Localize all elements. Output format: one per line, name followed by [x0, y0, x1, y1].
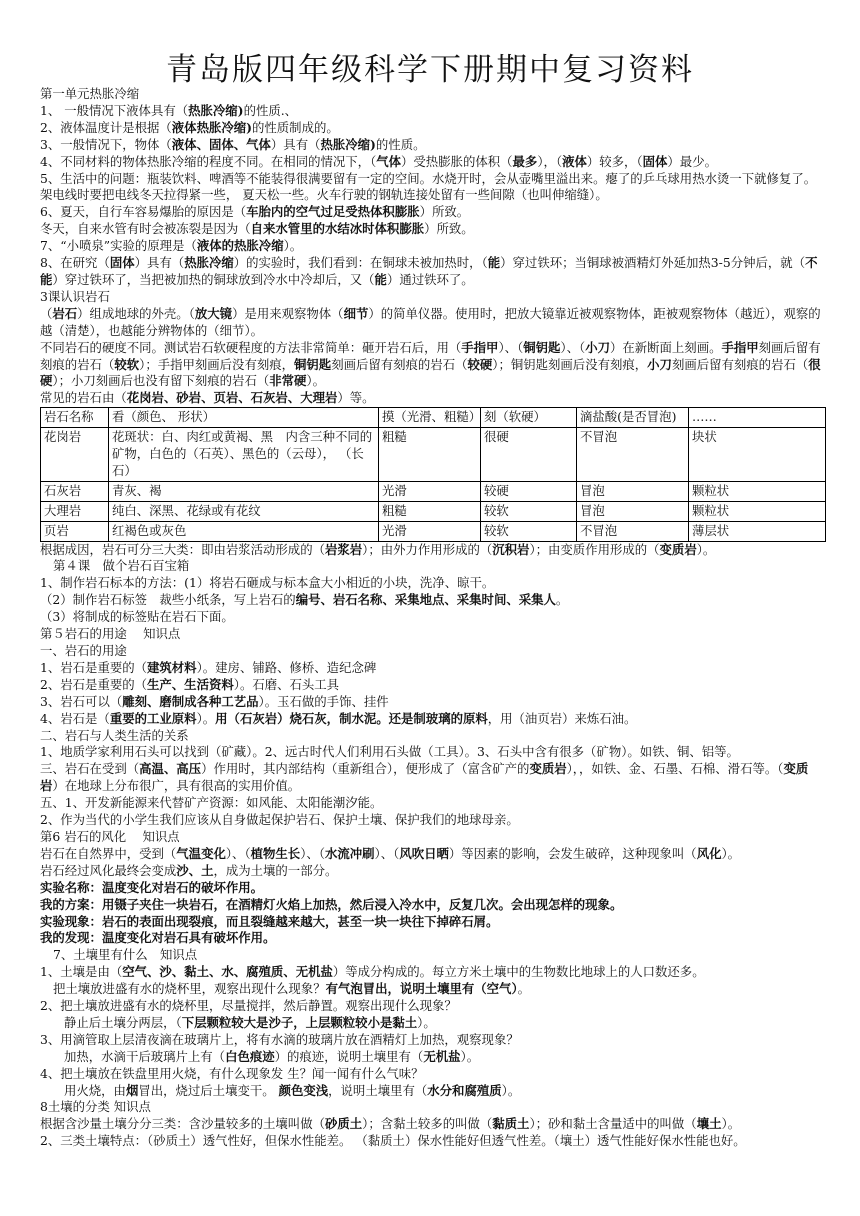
table-cell: 粗糙	[379, 501, 481, 521]
emphasis-text: 气温变化	[176, 845, 226, 861]
text-segment: ）。建房、铺路、修桥、造纪念碑	[196, 659, 377, 675]
text-line	[40, 1066, 825, 1083]
text-segment: ）；由外力作用形成的（	[362, 541, 493, 557]
text-segment: ）所致。	[419, 204, 470, 220]
text-line	[40, 1116, 825, 1133]
text-line	[40, 728, 825, 745]
emphasis-text: 白色痕迹	[225, 1048, 275, 1064]
emphasis-text: 烟	[125, 1082, 139, 1098]
emphasis-text: 固体	[109, 255, 135, 271]
text-segment: 加热，水滴干后玻璃片上有（	[64, 1048, 226, 1064]
text-segment: 冬天，自来水管有时会被冻裂是因为（	[40, 221, 251, 237]
text-line	[40, 761, 825, 795]
text-line	[40, 626, 825, 643]
table-cell: 冒泡	[577, 501, 689, 521]
emphasis-text: 风化	[696, 845, 722, 861]
text-line	[40, 914, 825, 931]
text-segment: 7、“小喷泉”实验的原理是（	[40, 238, 197, 254]
table-header-cell: 看（颜色、 形状）	[109, 408, 379, 428]
table-cell: 光滑	[379, 481, 481, 501]
emphasis-text: 风吹日晒	[399, 845, 449, 861]
text-segment: ）具有（	[134, 255, 185, 271]
text-segment: ）等成分构成的。每立方米土壤中的生物数比地球上的人口数还多。	[332, 964, 705, 980]
text-segment: 的性质.、	[243, 102, 298, 118]
text-segment: ，用（油页岩）来炼石油。	[487, 710, 637, 726]
emphasis-text: 实验名称：温度变化对岩石的破坏作用。	[40, 879, 264, 895]
table-cell: 薄层状	[689, 521, 826, 541]
text-line	[40, 795, 825, 812]
emphasis-text: 沉积岩	[492, 541, 530, 557]
text-segment: 4、不同材料的物体热胀冷缩的程度不同。在相同的情况下，（	[40, 153, 377, 169]
text-segment: ）在地球上分布很广，具有很高的实用价值。	[52, 778, 301, 794]
emphasis-text: 雕刻、磨制成各种工艺品	[122, 693, 259, 709]
emphasis-text: 能	[374, 271, 387, 287]
text-line	[40, 812, 825, 829]
table-cell: 青灰、褐	[109, 481, 379, 501]
text-segment: 2、作为当代的小学生我们应该从自身做起保护岩石、保护土壤、保护我们的地球母亲。	[40, 812, 519, 828]
table-cell: 不冒泡	[577, 428, 689, 482]
text-segment: 2、把土壤放进盛有水的烧杯里，尽量搅拌，然后静置。观察出现什么现象？	[40, 998, 457, 1014]
text-segment: ）通过铁环了。	[386, 271, 474, 287]
text-segment: ，成为土壤的一部分。	[213, 862, 338, 878]
text-segment: 刻画后留有刻痕的岩石（	[331, 356, 468, 372]
table-cell: 花岗岩	[41, 428, 109, 482]
text-segment: 1、 一般情况下液体具有（	[40, 102, 189, 118]
emphasis-text: 较软	[114, 356, 140, 372]
emphasis-text: 液体热胀冷缩)	[171, 119, 253, 135]
emphasis-text: 水分和腐殖质	[427, 1082, 502, 1098]
text-line	[40, 1015, 825, 1032]
rock-comparison-table	[40, 407, 826, 541]
text-segment: 一、岩石的用途	[40, 643, 127, 658]
text-segment: 刻画后留有刻痕的岩石（	[671, 356, 809, 372]
text-line	[40, 863, 825, 880]
text-line	[40, 103, 825, 120]
document-title: 青岛版四年级科学下册期中复习资料	[166, 52, 694, 88]
emphasis-text: 砂质土	[324, 1116, 363, 1132]
emphasis-text: 热胀冷缩)	[188, 102, 244, 118]
text-segment: 刻画后留有刻痕的岩石（	[40, 339, 821, 372]
table-header-cell: 滴盐酸(是否冒泡)	[577, 408, 689, 428]
text-segment: 静止后土壤分两层，（	[64, 1014, 182, 1030]
emphasis-text: 铜钥匙	[294, 356, 332, 372]
emphasis-text: 最多	[512, 153, 538, 169]
text-line	[40, 289, 825, 306]
text-segment: ）的痕迹，说明土壤里有（	[274, 1048, 424, 1064]
text-segment: ）等。	[337, 390, 375, 406]
text-segment: ）是用来观察物体（	[232, 305, 344, 321]
text-line	[40, 390, 825, 407]
text-segment: 。	[555, 592, 569, 608]
text-line	[40, 880, 825, 897]
emphasis-text: 用（石灰岩）烧石灰，制水泥。还是制玻璃的原料	[215, 710, 488, 726]
text-segment: ）、（	[560, 339, 586, 355]
text-line	[40, 981, 825, 998]
emphasis-text: 重要的工业原料	[109, 710, 197, 726]
text-segment: 二、岩石与人类生活的关系	[40, 727, 189, 743]
emphasis-text: 气体	[376, 153, 402, 169]
text-segment: 4、岩石是（	[40, 710, 110, 726]
text-segment: 常见的岩石由（	[40, 390, 127, 406]
table-cell: 花斑状：白、肉红或黄褐、黑 内含三种不同的矿物，白色的（石英）、黑色的（云母）， （长石）	[109, 428, 379, 482]
text-line	[40, 846, 825, 863]
text-line	[40, 306, 825, 340]
text-segment: 把土壤放进盛有水的烧杯里，观察出现什么现象？	[53, 981, 326, 997]
text-line	[40, 964, 825, 981]
table-header-cell: 摸（光滑、粗糙）	[379, 408, 481, 428]
text-line	[40, 86, 825, 103]
text-segment: ）的简单仪器。使用时，把放大镜靠近被观察物体，距被观察物体（越近），观察的越（清楚），也越能分辨物体的（细节）。	[40, 305, 821, 338]
table-header-cell: ……	[689, 408, 826, 428]
text-segment: ）、（	[374, 845, 400, 861]
text-line	[40, 255, 825, 289]
text-segment: ）。	[417, 1014, 436, 1030]
text-line	[40, 1083, 825, 1100]
text-line	[40, 221, 825, 238]
text-segment: 根据含沙量土壤分分三类：含沙量较多的土壤叫做（	[40, 1116, 325, 1132]
emphasis-text: 花岗岩、砂岩、页岩、石灰岩、大理岩	[126, 390, 338, 406]
emphasis-text: 较硬	[467, 356, 493, 372]
emphasis-text: 建筑材料	[147, 659, 197, 675]
table-header-cell: 刻（软硬）	[481, 408, 577, 428]
table-header-cell: 岩石名称	[41, 408, 109, 428]
text-segment: 7、土壤里有什么 知识点	[53, 947, 198, 963]
emphasis-text: 我的发现：温度变化对岩石具有破坏作用。	[40, 930, 276, 946]
text-segment: ）。	[283, 238, 303, 254]
text-line	[40, 711, 825, 728]
table-header-row	[41, 408, 826, 428]
text-segment: ）。	[696, 541, 716, 557]
text-segment: ）穿过铁环了，当把被加热的铜球放到冷水中冷却后，又（	[52, 271, 375, 287]
text-segment: 冒出，烧过后土壤变干。	[138, 1082, 279, 1098]
text-segment: 8、在研究（	[40, 255, 110, 271]
text-segment: ）、（	[225, 845, 251, 861]
table-cell: 较软	[481, 521, 577, 541]
text-line	[40, 154, 825, 171]
text-segment: 3、用滴管取上层清夜滴在玻璃片上，将有水滴的玻璃片放在酒精灯上加热，观察现象？	[40, 1031, 519, 1047]
text-line	[40, 340, 825, 391]
text-segment: 4、把土壤放在铁盘里用火烧，有什么现象发 生？闻一闻有什么气味？	[40, 1065, 424, 1081]
text-segment: ），（	[537, 153, 563, 169]
text-segment: ）作用时，其内部结构（重新组合），便形成了（富含矿产的	[201, 761, 530, 777]
text-line	[40, 930, 825, 947]
emphasis-text: 热胀冷缩	[184, 255, 234, 271]
text-segment: 3、岩石可以（	[40, 693, 123, 709]
emphasis-text: 有气泡冒出，说明土壤里有（空气）	[325, 981, 518, 997]
text-segment: ）。	[721, 1116, 741, 1132]
text-segment: 第５岩石的用途 知识点	[40, 626, 181, 642]
text-segment: 第6 岩石的风化 知识点	[40, 828, 180, 844]
text-segment: ）。	[501, 1082, 521, 1098]
emphasis-text: 液体的热胀冷缩	[196, 238, 284, 254]
text-segment: ）所致。	[424, 221, 474, 237]
text-segment: ）。石磨、石头工具	[233, 676, 340, 692]
emphasis-text: 空气、沙、黏土、水、腐殖质、无机盐	[122, 964, 333, 980]
emphasis-text: 固体	[642, 153, 668, 169]
text-segment: ）在新断面上刻画。	[609, 339, 722, 355]
emphasis-text: 液体	[562, 153, 587, 169]
text-segment: ）组成地球的外壳。（	[77, 305, 195, 321]
text-segment: 3、一般情况下，物体（	[40, 136, 172, 152]
table-cell: 很硬	[481, 428, 577, 482]
text-segment: 1、土壤是由（	[40, 964, 123, 980]
text-segment: 根据成因，岩石可分三大类：即由岩浆活动形成的（	[40, 541, 325, 557]
text-line	[40, 694, 825, 711]
table-cell: 较硬	[481, 481, 577, 501]
text-line	[40, 592, 825, 609]
table-row	[41, 481, 826, 501]
text-line	[40, 204, 825, 221]
text-line	[40, 1099, 825, 1116]
text-segment: 8土壤的分类 知识点	[40, 1099, 151, 1115]
emphasis-text: 很硬	[40, 356, 821, 389]
table-cell: 颗粒状	[689, 481, 826, 501]
table-row	[41, 521, 826, 541]
text-line	[40, 1049, 825, 1066]
text-segment: （2）制作岩石标签 裁些小纸条，写上岩石的	[40, 592, 296, 608]
table-cell: 不冒泡	[577, 521, 689, 541]
emphasis-text: 小刀	[585, 339, 610, 355]
emphasis-text: 变质岩	[659, 541, 697, 557]
emphasis-text: 手指甲	[461, 339, 499, 355]
text-line	[40, 897, 825, 914]
table-cell: 粗糙	[379, 428, 481, 482]
text-segment: （3）将制成的标签贴在岩石下面。	[40, 609, 234, 625]
emphasis-text: 无机盐	[423, 1048, 461, 1064]
table-cell: 页岩	[41, 521, 109, 541]
text-line	[40, 947, 825, 964]
table-cell: 颗粒状	[689, 501, 826, 521]
text-segment: 岩石在自然界中，受到（	[40, 845, 177, 861]
text-segment: ）、（	[498, 339, 524, 355]
emphasis-text: 水流冲刷	[324, 845, 375, 861]
text-segment: ）。	[306, 373, 325, 389]
table-row	[41, 501, 826, 521]
text-segment: 三、岩石在受到（	[40, 761, 140, 777]
emphasis-text: 变质岩	[529, 761, 567, 777]
text-segment: 2、三类土壤特点：（砂质土）透气性好，但保水性能差。 （黏质土）保水性能好但透气性差。（壤土）透气性能好保水性能也好。	[40, 1133, 746, 1149]
text-line	[40, 238, 825, 255]
text-segment: 5、生活中的问题：瓶装饮料、啤酒等不能装得很满要留有一定的空间。水烧开时，会从壶嘴里溢出来。瘪了的乒乓球用热水烫一下就修复了。架电线时要把电线冬天拉得紧一些， 夏天松一些。火车行驶的钢轨连接处留有一些间隙（也叫伸缩缝）。	[40, 170, 817, 203]
emphasis-text: 能	[487, 255, 501, 271]
text-segment: ）。	[196, 710, 216, 726]
text-segment: 2、液体温度计是根据（	[40, 119, 172, 135]
text-line	[40, 1133, 825, 1150]
emphasis-text: 细节	[343, 305, 369, 321]
text-line	[40, 829, 825, 846]
emphasis-text: 不能	[40, 255, 818, 287]
text-line	[40, 120, 825, 137]
text-segment: ）；手指甲刻画后没有刻痕，	[139, 356, 295, 372]
emphasis-text: 热胀冷缩)	[320, 136, 376, 152]
emphasis-text: 岩浆岩	[324, 541, 363, 557]
text-line	[40, 171, 825, 205]
section-rocks-and-soil	[40, 542, 825, 1151]
document-body	[40, 86, 825, 1150]
emphasis-text: 我的方案：用镊子夹住一块岩石，在酒精灯火焰上加热，然后浸入冷水中，反复几次。会出现怎样的现象。	[40, 896, 623, 912]
emphasis-text: 生产、生活资料	[147, 676, 234, 692]
emphasis-text: 沙、土	[176, 862, 214, 878]
table-cell: 红褐色或灰色	[109, 521, 379, 541]
emphasis-text: 颜色变浅	[278, 1082, 329, 1098]
text-segment: ）受热膨胀的体积（	[401, 153, 513, 169]
text-segment: 2、岩石是重要的（	[40, 676, 148, 692]
text-segment: ）；铜钥匙刻画后没有刻痕，	[492, 356, 648, 372]
text-segment: ）；小刀刻画后也没有留下刻痕的岩石（	[52, 373, 270, 389]
text-line	[40, 558, 825, 575]
emphasis-text: 植物生长	[250, 845, 301, 861]
table-cell: 较软	[481, 501, 577, 521]
text-segment: ）穿过铁环；当铜球被酒精灯外延加热3-5分钟后，就（	[500, 255, 806, 271]
text-segment: ），，如铁、金、石墨、石棉、滑石等。（	[566, 761, 784, 777]
emphasis-text: 液体、固体、气体	[171, 136, 271, 152]
text-segment: ）；由变质作用形成的（	[529, 541, 660, 557]
emphasis-text: 小刀	[647, 356, 672, 372]
table-cell: 冒泡	[577, 481, 689, 501]
text-segment: ）。	[460, 1048, 480, 1064]
emphasis-text: 非常硬	[269, 373, 307, 389]
text-segment: ）具有（	[270, 136, 321, 152]
text-segment: 的性质。	[375, 136, 426, 152]
text-segment: 第一单元热胀冷缩	[40, 86, 140, 101]
emphasis-text: 车胎内的空气过足受热体积膨胀	[246, 204, 420, 220]
text-line	[40, 137, 825, 154]
table-cell: 石灰岩	[41, 481, 109, 501]
emphasis-text: 铜钥匙	[523, 339, 561, 355]
table-cell: 块状	[689, 428, 826, 482]
text-segment: ）。	[721, 845, 741, 861]
text-segment: ）等因素的影响，会发生破碎，这种现象叫（	[448, 845, 697, 861]
table-cell: 纯白、深黑、花绿或有花纹	[109, 501, 379, 521]
text-line	[40, 677, 825, 694]
text-line	[40, 542, 825, 559]
text-line	[40, 1032, 825, 1049]
text-line	[40, 609, 825, 626]
text-segment: （	[40, 305, 53, 321]
emphasis-text: 放大镜	[194, 305, 233, 321]
text-line	[40, 660, 825, 677]
text-segment: ）。玉石做的手饰、挂件	[258, 693, 389, 709]
table-row	[41, 428, 826, 482]
emphasis-text: 实验现象：岩石的表面出现裂痕，而且裂缝越来越大，甚至一块一块往下掉碎石屑。	[40, 913, 499, 929]
emphasis-text: 变质岩	[40, 761, 809, 794]
text-line	[40, 998, 825, 1015]
emphasis-text: 黏质土	[492, 1116, 530, 1132]
text-segment: 第４课 做个岩石百宝箱	[53, 558, 190, 574]
text-segment: 。	[517, 981, 531, 997]
text-segment: ）的实验时，我们看到：在铜球未被加热时，（	[233, 255, 488, 271]
text-segment: ）最少。	[667, 153, 717, 169]
text-segment: ）较多，（	[586, 153, 643, 169]
text-segment: 1、地质学家利用石头可以找到（矿藏）。2、远古时代人们利用石头做（工具）。3、石头中含有很多（矿物）。如铁、铜、铝等。	[40, 744, 739, 760]
emphasis-text: 高温、高压	[139, 761, 202, 777]
text-segment: 1、岩石是重要的（	[40, 659, 148, 675]
text-segment: 五、1、开发新能源来代替矿产资源：如风能、太阳能潮汐能。	[40, 795, 383, 811]
text-segment: 1、制作岩石标本的方法：(1）将岩石砸成与标本盒大小相近的小块，洗净、晾干。	[40, 575, 495, 591]
emphasis-text: 下层颗粒较大是沙子，上层颗粒较小是黏土	[181, 1014, 418, 1030]
text-segment: 3课认识岩石	[40, 288, 110, 304]
text-segment: ）；含黏土较多的叫做（	[362, 1116, 493, 1132]
text-segment: ）、（	[300, 845, 325, 861]
text-segment: 岩石经过风化最终会变成	[40, 862, 177, 878]
text-line	[40, 643, 825, 660]
emphasis-text: 岩石	[52, 305, 78, 321]
text-line	[40, 744, 825, 761]
text-segment: ，说明土壤里有（	[328, 1082, 428, 1098]
text-segment: 6、夏天，自行车容易爆胎的原因是（	[40, 204, 247, 220]
section-thermal-and-rocks	[40, 86, 825, 407]
emphasis-text: 编号、岩石名称、采集地点、采集时间、采集人	[295, 592, 556, 608]
emphasis-text: 自来水管里的水结冰时体积膨胀	[250, 221, 425, 237]
text-segment: 不同岩石的硬度不同。测试岩石软硬程度的方法非常简单：砸开岩石后，用（	[40, 339, 462, 355]
text-segment: 用火烧，由	[64, 1082, 126, 1098]
emphasis-text: 手指甲	[721, 339, 759, 355]
text-segment: 的性质制成的。	[252, 119, 339, 135]
table-cell: 光滑	[379, 521, 481, 541]
emphasis-text: 壤土	[696, 1116, 722, 1132]
text-line	[40, 575, 825, 592]
table-cell: 大理岩	[41, 501, 109, 521]
text-segment: ）；砂和黏土含量适中的叫做（	[529, 1116, 697, 1132]
